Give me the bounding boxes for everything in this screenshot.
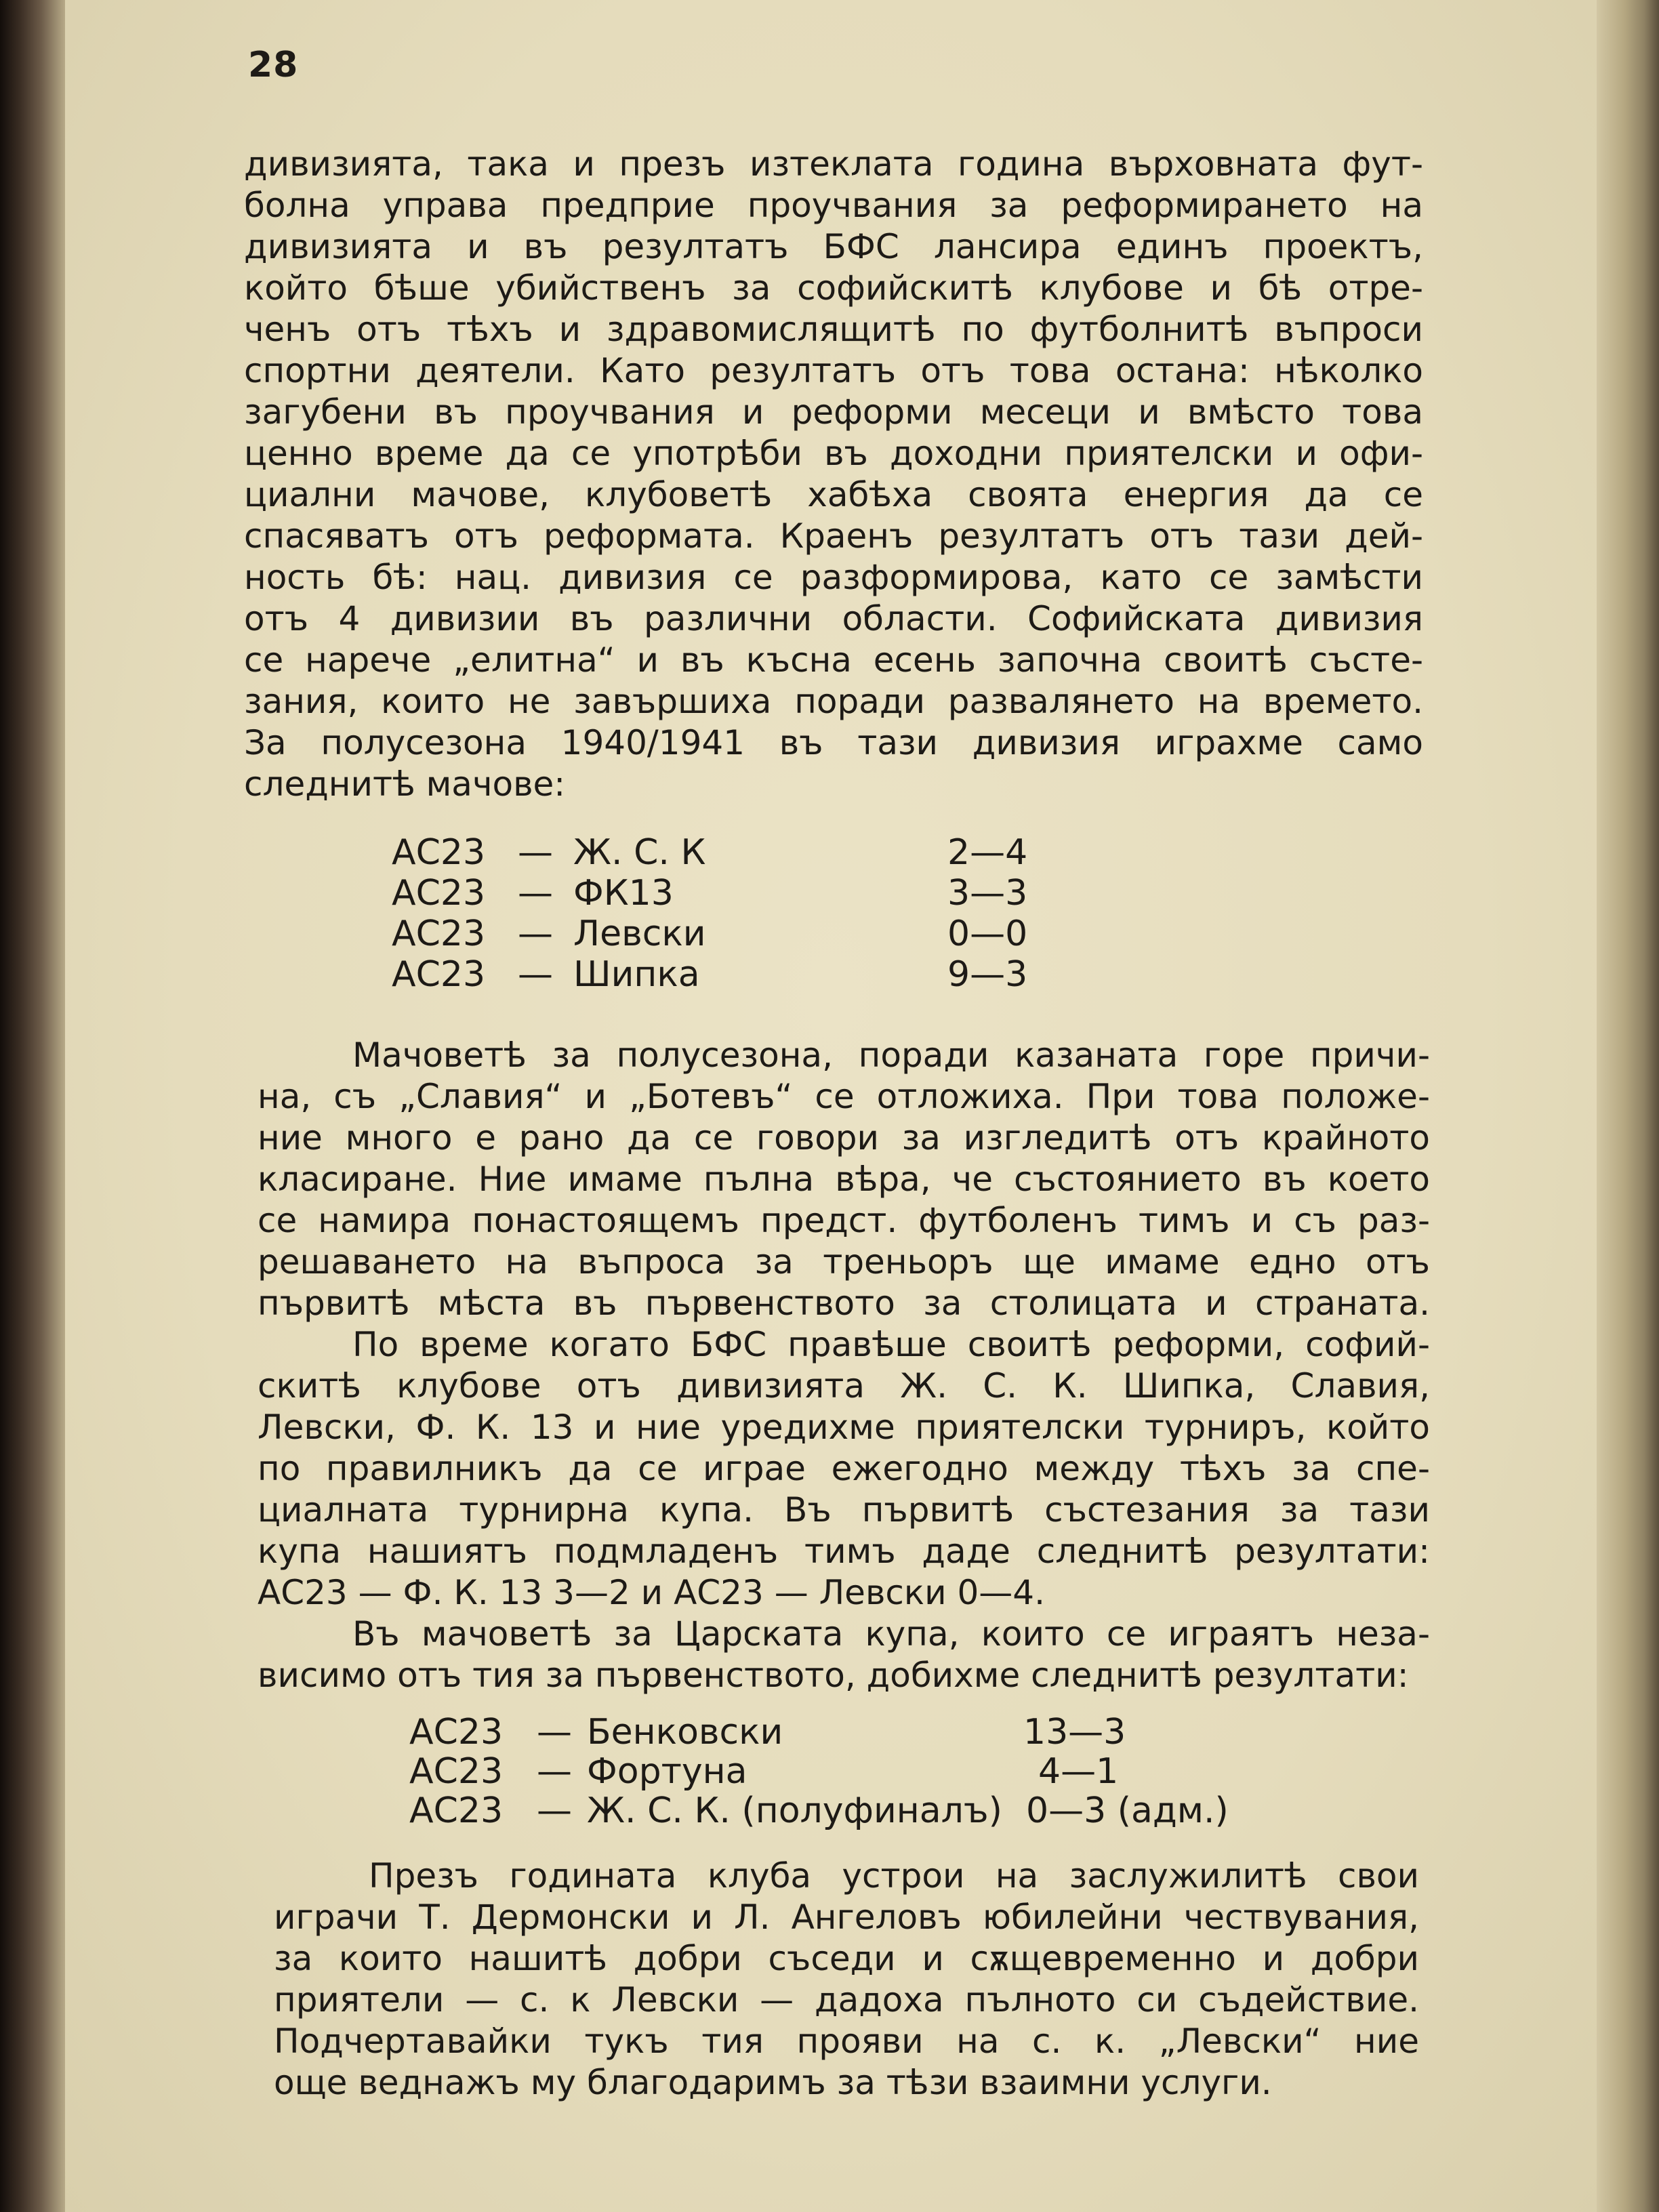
text-line: Подчертавайки тукъ тия прояви на с. к. „Левски“ ние — [274, 2022, 1419, 2061]
book-spine-shadow — [0, 0, 65, 2212]
text-line: Мачоветѣ за полусезона, поради казаната горе причи- — [352, 1036, 1430, 1075]
text-line: болна управа предприе проучвания за реформирането на — [244, 186, 1423, 225]
intro-paragraph — [244, 144, 1423, 805]
result-score: 0—3 (адм.) — [1026, 1790, 1229, 1831]
text-line: скитѣ клубове отъ дивизията Ж. С. К. Шипка, Славия, — [258, 1366, 1430, 1406]
text-line: спортни деятели. Като резултатъ отъ това остана: нѣколко — [244, 351, 1423, 390]
result-opponent: Шипка — [573, 954, 700, 995]
text-line: Презъ годината клуба устрои на заслужилитѣ свои — [369, 1856, 1419, 1896]
text-line: ченъ отъ тѣхъ и здравомислящитѣ по футболнитѣ въпроси — [244, 310, 1423, 349]
middle-paragraph — [258, 1035, 1430, 1696]
result-dash: — — [518, 873, 553, 914]
text-line: спасяватъ отъ реформата. Краенъ резултатъ отъ тази дей- — [244, 516, 1423, 556]
text-line: купа нашиятъ подмладенъ тимъ даде следнитѣ резултати: — [258, 1532, 1430, 1571]
closing-paragraph — [274, 1856, 1419, 2104]
text-line: се намира понастоящемъ предст. футболенъ тимъ и съ раз- — [258, 1201, 1430, 1240]
text-line: За полусезона 1940/1941 въ тази дивизия играхме само — [244, 723, 1423, 762]
page-number: 28 — [248, 45, 299, 85]
text-line: играчи Т. Дермонски и Л. Ангеловъ юбилейни чествувания, — [274, 1898, 1419, 1937]
result-home: АС23 — [409, 1712, 504, 1753]
result-opponent: Левски — [573, 914, 706, 954]
text-line: По време когато БФС правѣше своитѣ реформи, софий- — [352, 1325, 1430, 1364]
result-opponent: Фортуна — [587, 1751, 747, 1792]
text-line: ние много е рано да се говори за изгледитѣ отъ крайното — [258, 1118, 1430, 1158]
text-line: АС23 — Ф. К. 13 3—2 и АС23 — Левски 0—4. — [258, 1573, 1046, 1612]
text-line: дивизията, така и презъ изтеклата година върховната фут- — [244, 144, 1423, 184]
result-score: 4—1 — [1038, 1751, 1119, 1792]
text-line: решаването на въпроса за треньоръ ще имаме едно отъ — [258, 1242, 1430, 1282]
result-home: АС23 — [392, 914, 486, 954]
result-opponent: Ж. С. К — [573, 832, 706, 873]
text-line: зания, които не завършиха поради развалянето на времето. — [244, 682, 1423, 721]
text-line: отъ 4 дивизии въ различни области. Софийската дивизия — [244, 599, 1423, 638]
result-dash: — — [537, 1790, 572, 1831]
result-dash: — — [518, 914, 553, 954]
result-score: 13—3 — [1023, 1712, 1126, 1753]
result-score: 2—4 — [947, 832, 1028, 873]
text-line: Левски, Ф. К. 13 и ние уредихме приятелски турниръ, който — [258, 1408, 1430, 1447]
result-score: 0—0 — [947, 914, 1028, 954]
result-home: АС23 — [392, 832, 486, 873]
text-line: следнитѣ мачове: — [244, 764, 566, 804]
text-line: класиране. Ние имаме пълна вѣра, че състоянието въ което — [258, 1160, 1430, 1199]
text-line: първитѣ мѣста въ първенството за столицата и страната. — [258, 1284, 1430, 1323]
text-line: висимо отъ тия за първенството, добихме следнитѣ резултати: — [258, 1656, 1409, 1695]
result-dash: — — [518, 832, 553, 873]
text-line: дивизията и въ резултатъ БФС лансира единъ проектъ, — [244, 227, 1423, 266]
text-line: още веднажъ му благодаримъ за тѣзи взаимни услуги. — [274, 2063, 1272, 2102]
text-line: Въ мачоветѣ за Царската купа, които се играятъ неза- — [352, 1614, 1430, 1654]
text-line: циални мачове, клубоветѣ хабѣха своята енергия да се — [244, 475, 1423, 514]
text-line: циалната турнирна купа. Въ първитѣ състезания за тази — [258, 1490, 1430, 1530]
text-line: се нарече „елитна“ и въ късна есень започна своитѣ състе- — [244, 640, 1423, 680]
result-home: АС23 — [392, 873, 486, 914]
result-home: АС23 — [409, 1790, 504, 1831]
text-line: ность бѣ: нац. дивизия се разформирова, като се замѣсти — [244, 558, 1423, 597]
result-home: АС23 — [409, 1751, 504, 1792]
text-line: за които нашитѣ добри съседи и сѫщевременно и добри — [274, 1939, 1419, 1978]
result-home: АС23 — [392, 954, 486, 995]
text-line: ценно време да се употрѣби въ доходни приятелски и офи- — [244, 434, 1423, 473]
result-opponent: Ж. С. К. (полуфиналъ) — [587, 1790, 1002, 1831]
text-line: на, съ „Славия“ и „Ботевъ“ се отложиха. При това положе- — [258, 1077, 1430, 1116]
result-dash: — — [537, 1712, 572, 1753]
result-dash: — — [537, 1751, 572, 1792]
result-opponent: ФК13 — [573, 873, 674, 914]
text-line: който бѣше убийственъ за софийскитѣ клубове и бѣ отре- — [244, 268, 1423, 308]
page-stack-edge — [1597, 0, 1659, 2212]
text-line: загубени въ проучвания и реформи месеци и вмѣсто това — [244, 392, 1423, 432]
result-opponent: Бенковски — [587, 1712, 783, 1753]
result-score: 3—3 — [947, 873, 1028, 914]
text-line: приятели — с. к Левски — дадоха пълното си съдействие. — [274, 1980, 1419, 2020]
result-score: 9—3 — [947, 954, 1028, 995]
text-line: по правилникъ да се играе ежегодно между тѣхъ за спе- — [258, 1449, 1430, 1488]
result-dash: — — [518, 954, 553, 995]
